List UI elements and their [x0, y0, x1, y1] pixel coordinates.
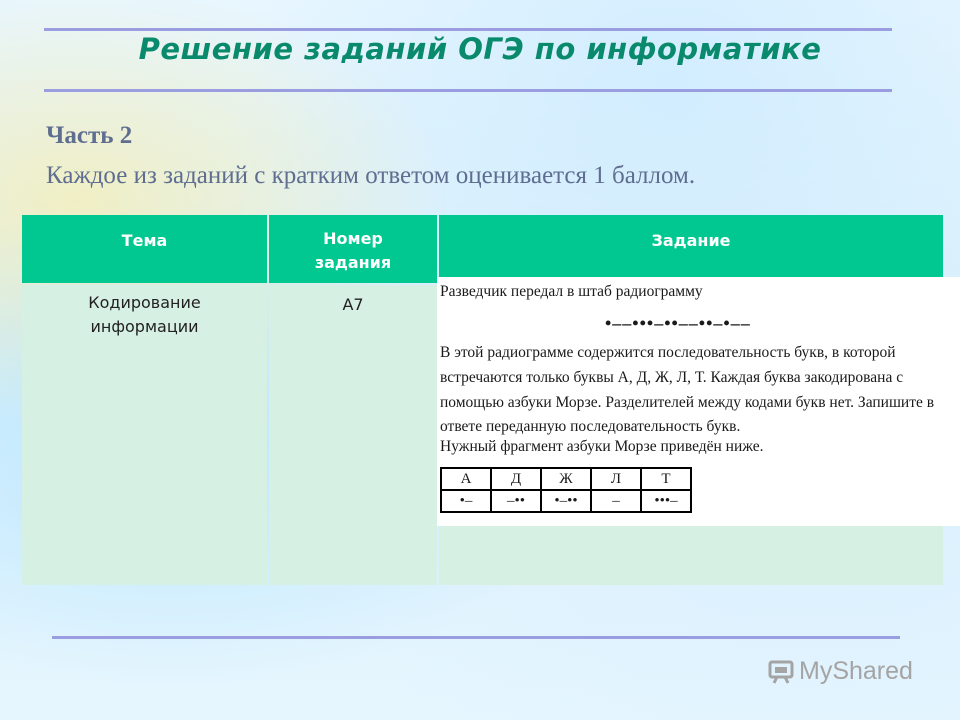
projector-screen-icon [768, 660, 794, 684]
header-task: Задание [439, 215, 943, 283]
morse-code: •••– [641, 490, 691, 512]
part-description: Каждое из заданий с кратким ответом оценивается 1 баллом. [46, 162, 696, 189]
cell-number: А7 [269, 285, 437, 585]
morse-letter: Ж [541, 468, 591, 490]
morse-code-table [440, 467, 692, 513]
cell-topic: Кодирование информации [22, 285, 267, 585]
morse-code: – [591, 490, 641, 512]
morse-code: –•• [491, 490, 541, 512]
morse-code: •–•• [541, 490, 591, 512]
task-paragraph-line: В этой радиограмме содержится последовательность букв, в которой [440, 344, 896, 361]
morse-letter: Л [591, 468, 641, 490]
header-topic: Тема [22, 215, 267, 283]
task-paragraph-line: помощью азбуки Морзе. Разделителей между кодами букв нет. Запишите в [440, 394, 935, 411]
myshared-logo [768, 657, 913, 686]
header-number: Номер задания [269, 215, 437, 283]
task-paragraph-line: ответе переданную последовательность букв. [440, 418, 741, 435]
task-image [437, 277, 960, 526]
task-line-intro: Разведчик передал в штаб радиограмму [440, 283, 703, 300]
morse-letter: Д [491, 468, 541, 490]
top-rule-2 [44, 89, 892, 92]
task-paragraph-line: Нужный фрагмент азбуки Морзе приведён ниже. [440, 438, 764, 455]
morse-code: •– [441, 490, 491, 512]
radiogram-code: •––•••–••––••–•–– [605, 313, 751, 333]
top-rule-1 [44, 28, 892, 31]
morse-letters-row [441, 468, 691, 490]
slide-title: Решение заданий ОГЭ по информатике [138, 32, 822, 66]
morse-letter: А [441, 468, 491, 490]
task-paragraph-line: встречаются только буквы А, Д, Ж, Л, Т. Каждая буква закодирована с [440, 369, 904, 386]
bottom-rule [52, 636, 900, 639]
morse-letter: Т [641, 468, 691, 490]
logo-text: MyShared [799, 657, 913, 685]
part-heading: Часть 2 [46, 122, 133, 149]
morse-codes-row [441, 490, 691, 512]
